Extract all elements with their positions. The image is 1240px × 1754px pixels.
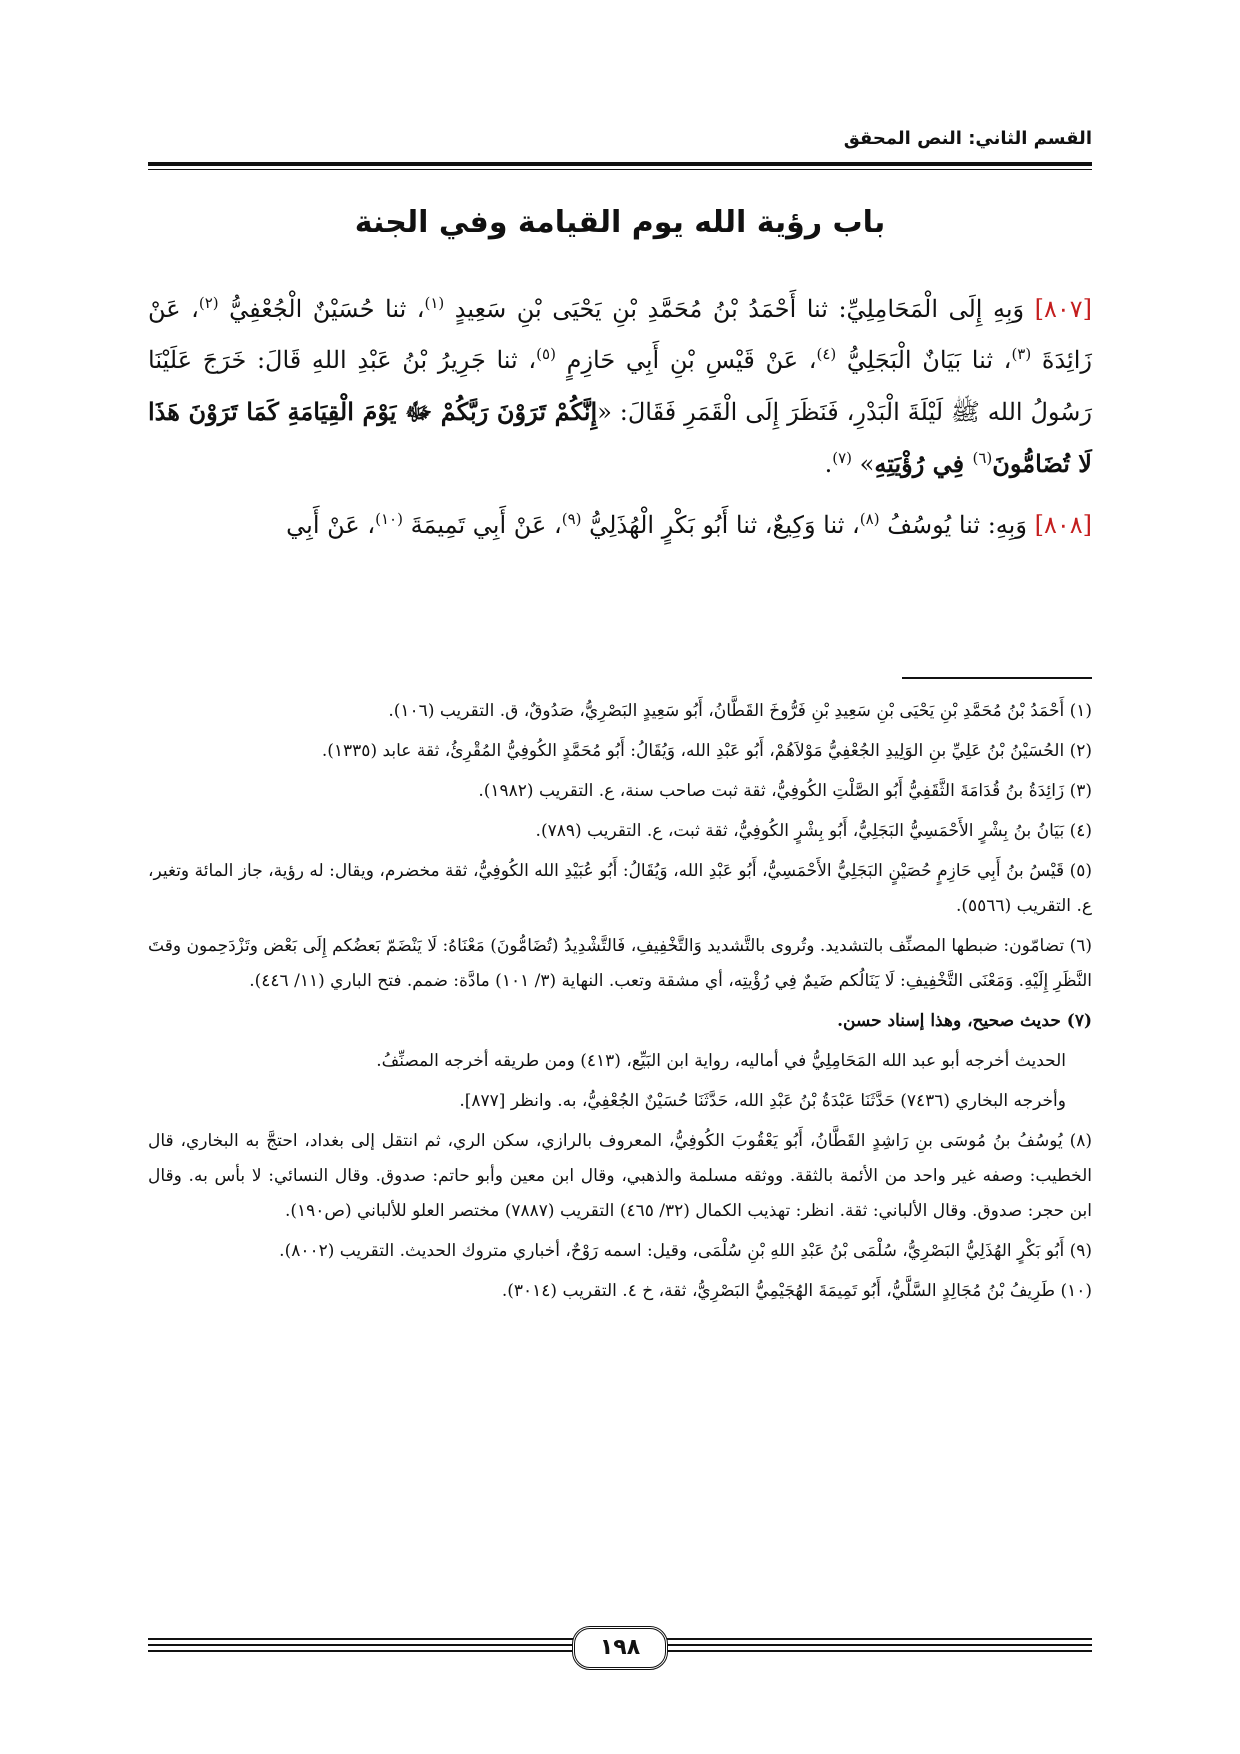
main-text xyxy=(148,284,1092,561)
hadith-text: وَبِهِ: ثنا يُوسُفُ xyxy=(879,511,1035,539)
footnote-10: (١٠) طَرِيفُ بْنُ مُجَالِدٍ السَّلَّيُّ، أَبُو تَمِيمَةَ الهُجَيْمِيُّ البَصْرِيُّ، ثقة، خ ٤. التقريب (٣٠١٤). xyxy=(501,1281,1092,1301)
footnote-ref: (٤) xyxy=(816,345,837,363)
footnote-9: (٩) أَبُو بَكْرٍ الهُذَلِيُّ البَصْرِيُّ، سُلْمَى بْنُ عَبْدِ اللهِ بْنِ سُلْمَى، وقيل: اسمه رَوْحٌ، أخباري متروك الحديث. التقريب (٨٠٠٢). xyxy=(279,1241,1092,1261)
hadith-text: . xyxy=(824,450,833,478)
footnote-3: (٣) زَائِدَةُ بنُ قُدَامَةَ الثَّقَفِيُّ أَبُو الصَّلْتِ الكُوفِيُّ، ثقة ثبت صاحب سنة، ع. التقريب (١٩٨٢). xyxy=(478,781,1092,801)
hadith-number: [٨٠٧] xyxy=(1034,295,1092,323)
footnote-ref: (٣) xyxy=(1011,345,1032,363)
footnote-5: (٥) قَيْسُ بنُ أَبِي حَازِمٍ حُصَيْنٍ البَجَلِيُّ الأَحْمَسِيُّ، أَبُو عَبْدِ الله، وَيُقَالُ: أَبُو عُبَيْدِ الله الكُوفِيُّ، ثقة مخضرم، ويقال: له رؤية، جاز المائة وتغير، ع. التقريب (٥٥٦٦). xyxy=(148,861,1092,916)
footnote-1: (١) أَحْمَدُ بْنُ مُحَمَّدِ بْنِ يَحْيَى بْنِ سَعِيدِ بْنِ فَرُّوخَ القَطَّانُ، أَبُو سَعِيدٍ البَصْرِيُّ، صَدُوقٌ، ق. التقريب (١٠٦). xyxy=(388,701,1092,721)
page-number: ١٩٨ xyxy=(572,1626,668,1670)
hadith-808 xyxy=(148,500,1092,551)
hadith-number: [٨٠٨] xyxy=(1034,511,1092,539)
hadith-text: ، ثنا وَكِيعٌ، ثنا أَبُو بَكْرٍ الْهُذَلِيُّ xyxy=(581,511,860,539)
footnote-separator xyxy=(902,677,1092,679)
footnote-7-detail: الحديث أخرجه أبو عبد الله المَحَامِلِيُّ في أماليه، رواية ابن البَيِّع، (٤١٣) ومن طريقه أخرجه المصنِّفُ. xyxy=(376,1051,1066,1071)
footnote-ref: (٧) xyxy=(832,449,853,467)
hadith-text: وَبِهِ إِلَى الْمَحَامِلِيِّ: ثنا أَحْمَدُ بْنُ مُحَمَّدِ بْنِ يَحْيَى بْنِ سَعِيدٍ xyxy=(444,295,1035,323)
header-rule xyxy=(148,162,1092,170)
hadith-text: ، ثنا بَيَانٌ الْبَجَلِيُّ xyxy=(836,346,1012,374)
hadith-text: ، ثنا حُسَيْنٌ الْجُعْفِيُّ xyxy=(218,295,425,323)
chapter-title: باب رؤية الله يوم القيامة وفي الجنة xyxy=(354,205,886,240)
hadith-text: ، عَنْ أَبِي xyxy=(286,511,376,539)
footnote-6: (٦) تضامّون: ضبطها المصنِّف بالتشديد. وتُروى بالتَّشديد وَالتَّخْفِيفِ، فَالتَّشْدِيدُ (تُضَامُّونَ) مَعْنَاهُ: لَا يَنْضَمّ بَعضُكم إِلَى بَعْض وتَزْدَحِمون وقتَ النَّظَرِ إِلَيْهِ. وَمَعْنَى التَّخْفِيفِ: لَا يَنَالُكم ضَيمٌ فِي رُؤْيتِه، أي مشقة وتعب. النهاية (٣/ ١٠١) مادَّة: ضمم. فتح الباري (١١/ ٤٤٦). xyxy=(148,936,1092,991)
footnote-ref: (٨) xyxy=(859,510,880,528)
footnote-ref: (١) xyxy=(424,294,445,312)
footnote-ref: (٢) xyxy=(198,294,219,312)
running-header: القسم الثاني: النص المحقق xyxy=(843,128,1092,149)
footnote-4: (٤) بَيَانُ بنُ بِشْرٍ الأَحْمَسِيُّ البَجَلِيُّ، أَبُو بِشْرٍ الكُوفِيُّ، ثقة ثبت، ع. التقريب (٧٨٩). xyxy=(535,821,1092,841)
footnote-ref: (٩) xyxy=(561,510,582,528)
hadith-text: ، عَنْ زَائِدَةَ xyxy=(148,295,1092,374)
footnote-2: (٢) الحُسَيْنُ بْنُ عَلِيِّ بنِ الوَلِيدِ الجُعْفِيُّ مَوْلاَهُمْ، أَبُو عَبْدِ الله، وَيُقَالُ: أَبُو مُحَمَّدٍ الكُوفِيُّ المُقْرِئُ، ثقة عابد (١٣٣٥). xyxy=(321,741,1092,761)
footnote-ref: (٦) xyxy=(972,449,993,467)
hadith-text: ، عَنْ أَبِي تَمِيمَةَ xyxy=(402,511,562,539)
footnote-8: (٨) يُوسُفُ بنُ مُوسَى بنِ رَاشِدٍ القَطَّانُ، أَبُو يَعْقُوبَ الكُوفِيُّ، المعروف بالرازي، سكن الري، ثم انتقل إلى بغداد، احتجَّ به البخاري، قال الخطيب: وصفه غير واحد من الأئمة بالثقة. ووثقه مسلمة والذهبي، وقال ابن معين وأبو حاتم: صدوق. وقال النسائي: لا بأس به. وقال ابن حجر: صدوق. وقال الألباني: ثقة. انظر: تهذيب الكمال (٣٢/ ٤٦٥) التقريب (٧٨٨٧) مختصر العلو للألباني (ص١٩٠). xyxy=(148,1131,1092,1221)
hadith-807 xyxy=(148,284,1092,490)
prophetic-quote: إِنَّكُمْ تَرَوْنَ رَبَّكُمْ ﷻ يَوْمَ الْقِيَامَةِ كَمَا تَرَوْنَ هَذَا لَا تُضَامُّونَ xyxy=(148,397,1092,478)
footnote-7: (٧) حديث صحيح، وهذا إسناد حسن. xyxy=(837,1011,1092,1031)
footnote-ref: (٥) xyxy=(536,345,556,363)
hadith-text: » xyxy=(852,450,875,478)
footnote-7-detail: وأخرجه البخاري (٧٤٣٦) حَدَّثَنَا عَبْدَةُ بْنُ عَبْدِ الله، حَدَّثَنَا حُسَيْنٌ الجُعْفِيُّ، به. وانظر [٨٧٧]. xyxy=(459,1091,1066,1111)
prophetic-quote: فِي رُؤْيَتِهِ xyxy=(874,449,973,478)
hadith-text: ، عَنْ قَيْسِ بْنِ أَبِي حَازِمٍ xyxy=(555,346,817,374)
hadith-text: ، ثنا جَرِيرُ بْنُ عَبْدِ اللهِ قَالَ: خَرَجَ عَلَيْنَا رَسُولُ الله ﷺ لَيْلَةَ الْبَدْرِ، فَنَظَرَ إِلَى الْقَمَرِ فَقَالَ: « xyxy=(148,346,1092,426)
page-footer xyxy=(148,1624,1092,1668)
footnote-ref: (١٠) xyxy=(375,510,403,528)
footnotes xyxy=(148,694,1092,1314)
